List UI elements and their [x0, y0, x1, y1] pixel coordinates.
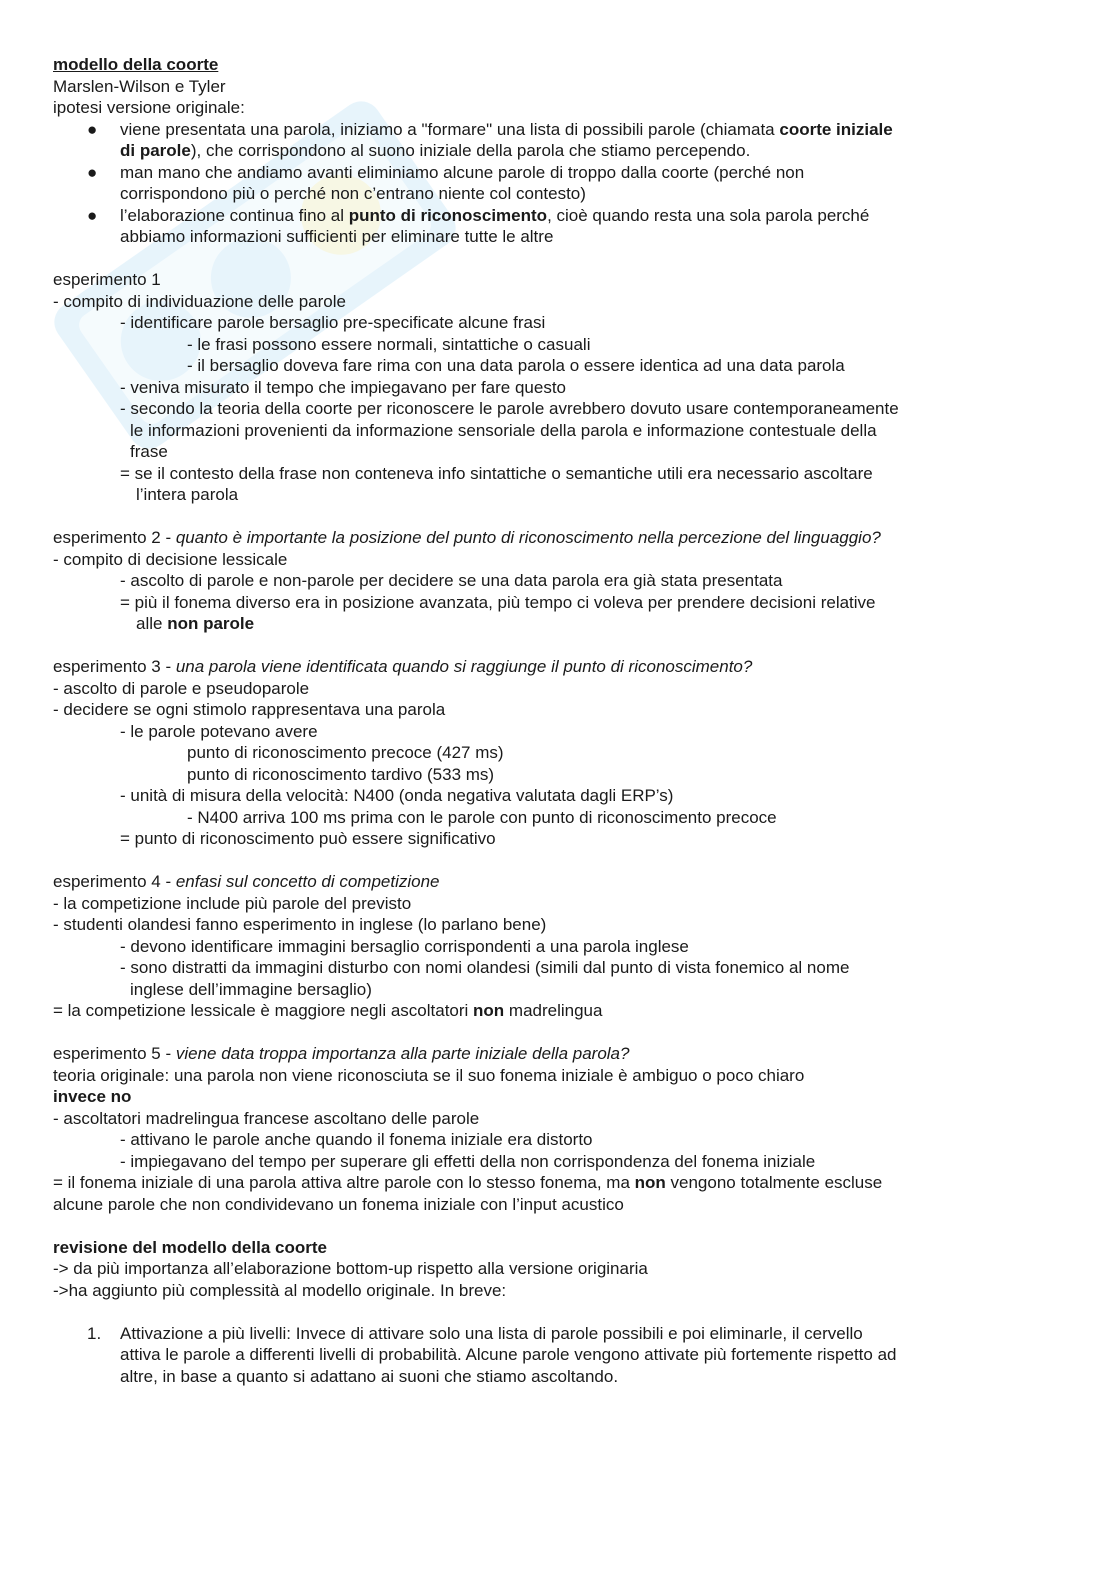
- exp5-line: - attivano le parole anche quando il fonema iniziale era distorto: [120, 1130, 593, 1149]
- exp4-line: - sono distratti da immagini disturbo con nomi olandesi (simili dal punto di vista fonemico al nome: [120, 958, 850, 977]
- exp4-line: - la competizione include più parole del previsto: [53, 893, 412, 913]
- bullet-icon: ●: [87, 205, 98, 225]
- exp1-line: - le frasi possono essere normali, sintattiche o casuali: [187, 334, 591, 354]
- exp1-line: - compito di individuazione delle parole: [53, 291, 346, 311]
- exp5-conclusion-cont: alcune parole che non condividevano un fonema iniziale con l’input acustico: [53, 1194, 624, 1214]
- exp3-line: - le parole potevano avere: [120, 721, 318, 741]
- exp5-instead: invece no: [53, 1087, 132, 1106]
- exp1-line: - il bersaglio doveva fare rima con una data parola o essere identica ad una data parola: [187, 356, 845, 375]
- exp1-line: - veniva misurato il tempo che impiegavano per fare questo: [120, 377, 567, 397]
- exp2-line: = più il fonema diverso era in posizione avanzata, più tempo ci voleva per prendere decisioni relative: [120, 592, 876, 612]
- bullet-item: ● man mano che andiamo avanti eliminiamo alcune parole di troppo dalla coorte (perché non: [87, 162, 805, 182]
- exp3-line: - decidere se ogni stimolo rappresentava una parola: [53, 700, 446, 719]
- exp1-line: - secondo la teoria della coorte per riconoscere le parole avrebbero dovuto usare contemporaneamente: [120, 399, 899, 418]
- exp2-line: - ascolto di parole e non-parole per decidere se una data parola era già stata presentata: [120, 571, 783, 590]
- bullet-continuation: di parole), che corrispondono al suono iniziale della parola che stiamo percependo.: [120, 141, 751, 160]
- exp4-line: - devono identificare immagini bersaglio corrispondenti a una parola inglese: [120, 936, 689, 956]
- exp5-line: - impiegavano del tempo per superare gli effetti della non corrispondenza del fonema iniziale: [120, 1151, 816, 1171]
- exp5-conclusion: = il fonema iniziale di una parola attiva altre parole con lo stesso fonema, ma non vengono totalmente escluse: [53, 1173, 883, 1192]
- numbered-item-cont: attiva le parole a differenti livelli di probabilità. Alcune parole vengono attivate più fortemente rispetto ad: [120, 1345, 897, 1364]
- exp1-line: frase: [130, 442, 168, 461]
- revision-line: ->ha aggiunto più complessità al modello originale. In breve:: [53, 1280, 507, 1300]
- exp1-line: = se il contesto della frase non conteneva info sintattiche o semantiche utili era necessario ascoltare: [120, 463, 873, 483]
- item-number: 1.: [87, 1323, 102, 1343]
- exp5-title: esperimento 5 - viene data troppa importanza alla parte iniziale della parola?: [53, 1044, 630, 1063]
- exp5-theory: teoria originale: una parola non viene riconosciuta se il suo fonema iniziale è ambiguo o poco chiaro: [53, 1065, 805, 1085]
- exp1-line: l’intera parola: [136, 485, 239, 504]
- numbered-item-cont: altre, in base a quanto si adattano ai suoni che stiamo ascoltando.: [120, 1366, 619, 1386]
- exp3-line: - unità di misura della velocità: N400 (onda negativa valutata dagli ERP’s): [120, 786, 674, 805]
- bullet-item: ● l’elaborazione continua fino al punto di riconoscimento, cioè quando resta una sola parola perché: [87, 205, 870, 225]
- exp4-line: inglese dell’immagine bersaglio): [130, 979, 372, 999]
- exp3-line: - N400 arriva 100 ms prima con le parole con punto di riconoscimento precoce: [187, 807, 777, 827]
- bullet-continuation: abbiamo informazioni sufficienti per eliminare tutte le altre: [120, 227, 554, 246]
- bullet-icon: ●: [87, 119, 98, 139]
- exp4-title: esperimento 4 - enfasi sul concetto di competizione: [53, 872, 440, 891]
- exp3-line: = punto di riconoscimento può essere significativo: [120, 829, 496, 848]
- exp5-line: - ascoltatori madrelingua francese ascoltano delle parole: [53, 1108, 480, 1128]
- exp4-line: - studenti olandesi fanno esperimento in inglese (lo parlano bene): [53, 915, 547, 934]
- document-page: [53, 54, 1073, 1387]
- exp3-title: esperimento 3 - una parola viene identificata quando si raggiunge il punto di riconoscimento?: [53, 657, 753, 676]
- numbered-item: 1. Attivazione a più livelli: Invece di attivare solo una lista di parole possibili e poi eliminarle, il cervello: [87, 1323, 863, 1343]
- exp2-line: - compito di decisione lessicale: [53, 549, 288, 569]
- bullet-item: ● viene presentata una parola, iniziamo a "formare" una lista di possibili parole (chiamata coorte iniziale: [87, 119, 893, 139]
- authors: Marslen-Wilson e Tyler: [53, 76, 226, 96]
- exp4-conclusion: = la competizione lessicale è maggiore negli ascoltatori non madrelingua: [53, 1001, 603, 1020]
- exp3-line: punto di riconoscimento precoce (427 ms): [187, 743, 504, 762]
- exp3-line: punto di riconoscimento tardivo (533 ms): [187, 764, 495, 784]
- intro-line: ipotesi versione originale:: [53, 98, 245, 117]
- exp3-line: - ascolto di parole e pseudoparole: [53, 678, 310, 698]
- exp1-line: le informazioni provenienti da informazione sensoriale della parola e informazione contestuale della: [130, 420, 877, 440]
- exp1-title: esperimento 1: [53, 270, 161, 289]
- document-title: modello della coorte: [53, 55, 219, 74]
- bullet-icon: ●: [87, 162, 98, 182]
- revision-line: -> da più importanza all’elaborazione bottom-up rispetto alla versione originaria: [53, 1259, 648, 1278]
- exp2-title: esperimento 2 - quanto è importante la posizione del punto di riconoscimento nella percezione del linguaggio?: [53, 528, 881, 547]
- revision-title: revisione del modello della coorte: [53, 1237, 327, 1257]
- exp1-line: - identificare parole bersaglio pre-specificate alcune frasi: [120, 313, 546, 332]
- bullet-continuation: corrispondono più o perché non c’entrano niente col contesto): [120, 184, 586, 203]
- exp2-line: alle non parole: [136, 614, 255, 633]
